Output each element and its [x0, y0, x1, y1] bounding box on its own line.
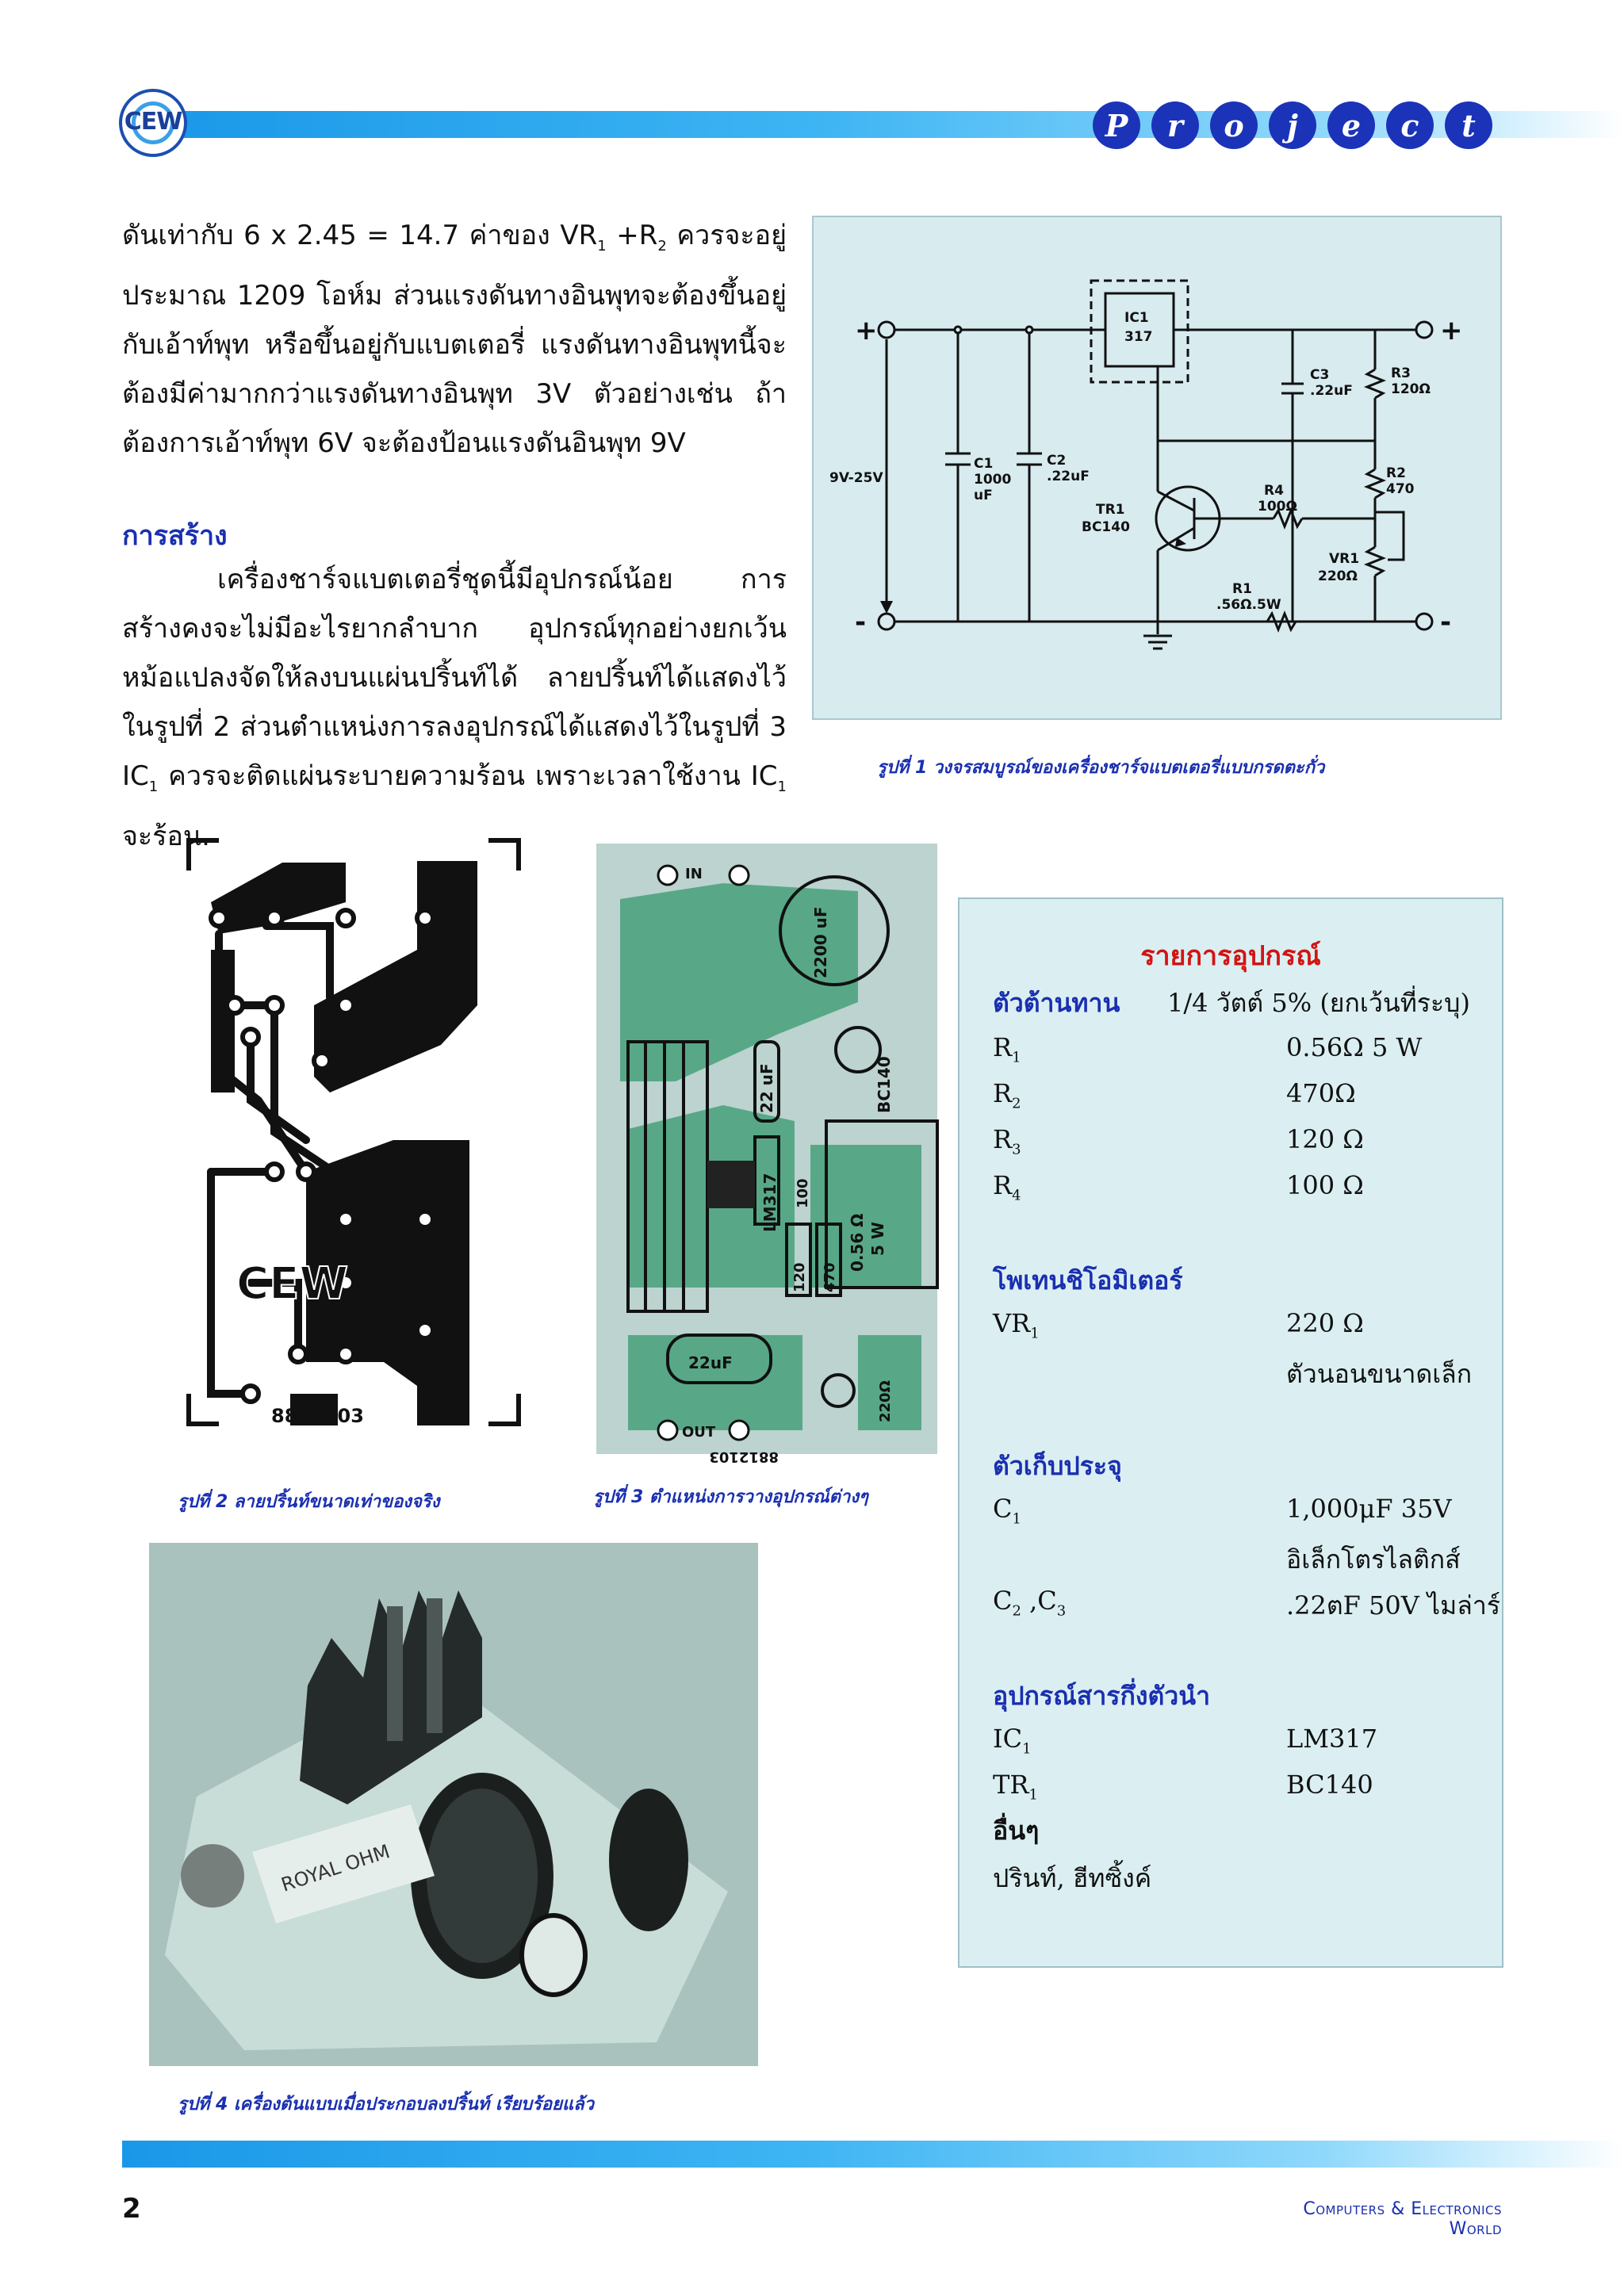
c1-label: C1	[974, 456, 994, 472]
resistor-name: $R_2$	[993, 1078, 1021, 1112]
r3-label: R3	[1391, 365, 1411, 381]
semiconductor-heading: อุปกรณ์สารกึ่งตัวนำ	[993, 1681, 1211, 1711]
output-minus-label: -	[1440, 607, 1452, 638]
body-paragraph-1: ดันเท่ากับ 6 x 2.45 = 14.7 ค่าของ $VR_1 +R_2$ ควรจะอยู่ประมาณ 1209 โอห์ม ส่วนแรงดันทางอินพุทจะต้องขึ้นอยู่กับเอ้าท์พุท หรือขึ้นอยู่กับแบตเตอรี่ แรงดันทางอินพุทนี้จะต้องมีค่ามากกว่าแรงดันทางอินพุท 3V ตัวอย่างเช่น ถ้าต้องการเอ้าท์พุท 6V จะต้องป้อนแรงดันอินพุท 9V	[122, 220, 787, 459]
footer-bar	[122, 2141, 1624, 2168]
parts-list-title: รายการอุปกรณ์	[1140, 940, 1321, 972]
c2-label: C2	[1047, 453, 1067, 469]
semiconductor-value: BC140	[1286, 1770, 1373, 1800]
resistor-name: $R_3$	[993, 1124, 1021, 1158]
parts-list-panel	[958, 897, 1503, 1968]
figure-1-schematic	[812, 216, 1502, 720]
input-voltage-label: 9V-25V	[829, 470, 883, 486]
other-items: ปรินท์, ฮีทซิ้งค์	[993, 1863, 1152, 1893]
figure-4-caption: รูปที่ 4 เครื่องต้นแบบเมื่อประกอบลงปริ้นท์ เรียบร้อยแล้ว	[178, 2095, 595, 2114]
c1-unit: uF	[974, 488, 993, 503]
figure-4-photo	[149, 1543, 758, 2066]
semiconductor-name: $TR_1$	[993, 1770, 1038, 1804]
semiconductor-name: $IC_1$	[993, 1724, 1032, 1758]
r2-value: 470	[1386, 481, 1415, 497]
pcb-brand-text: CEW	[236, 1258, 349, 1310]
capacitor-note: อิเล็กโตรไลติกส์	[1286, 1544, 1461, 1575]
resistor-value: 470Ω	[1286, 1078, 1356, 1108]
overlay-r470: 470	[822, 1262, 838, 1292]
potentiometer-name: $VR_1$	[993, 1308, 1040, 1342]
capacitor-value: 1,000μF 35V	[1286, 1494, 1452, 1524]
c3-label: C3	[1310, 367, 1330, 383]
vr1-value: 220Ω	[1318, 568, 1358, 584]
r2-label: R2	[1386, 465, 1406, 481]
resistor-value: 120 Ω	[1286, 1124, 1364, 1154]
tr1-label: TR1	[1096, 502, 1125, 518]
overlay-r100: 100	[795, 1178, 811, 1208]
output-plus-label: +	[1440, 315, 1463, 346]
section-title-project	[1093, 101, 1505, 154]
figure-2-pcb-layout	[187, 839, 520, 1454]
capacitor-value: .22ตF 50V ไมล่าร์	[1286, 1590, 1500, 1621]
photo-resistor-label: ROYAL OHM	[278, 1840, 393, 1896]
overlay-c-22uf: 22 uF	[757, 1063, 776, 1113]
tr1-value: BC140	[1082, 519, 1130, 535]
overlay-r120: 120	[791, 1262, 808, 1292]
prototype-photo-illustration	[149, 1543, 758, 2066]
ic1-value: 317	[1124, 329, 1153, 345]
resistor-name: $R_1$	[993, 1032, 1021, 1066]
overlay-out-label: OUT	[682, 1424, 716, 1441]
potentiometer-value: 220 Ω	[1286, 1308, 1364, 1338]
overlay-board-number: 8812103	[709, 1448, 779, 1465]
overlay-r220: 220Ω	[877, 1380, 894, 1422]
overlay-lm317: LM317	[760, 1173, 779, 1232]
c1-value: 1000	[974, 472, 1012, 488]
capacitor-name: $C_2$ $,C_3$	[993, 1586, 1067, 1620]
resistor-value: 0.56Ω 5 W	[1286, 1032, 1423, 1062]
c2-value: .22uF	[1047, 469, 1090, 484]
overlay-bc140: BC140	[875, 1056, 894, 1113]
ic1-label: IC1	[1124, 310, 1149, 326]
resistor-value: 100 Ω	[1286, 1170, 1364, 1200]
r1-label: R1	[1232, 581, 1252, 597]
input-plus-label: +	[855, 315, 878, 346]
section-letter: P	[1093, 101, 1140, 149]
r1-value: .56Ω.5W	[1216, 597, 1281, 613]
page-number: 2	[122, 2193, 141, 2225]
section-letter: r	[1151, 101, 1199, 149]
vr1-label: VR1	[1329, 551, 1360, 567]
section-letter: t	[1445, 101, 1492, 149]
pcb-board-number: 8812103	[271, 1405, 364, 1427]
overlay-r056: 0.56 Ω	[848, 1213, 867, 1272]
r3-value: 120Ω	[1391, 381, 1431, 397]
overlay-c-2200: 2200 uF	[811, 906, 830, 978]
potentiometer-note: ตัวนอนขนาดเล็ก	[1286, 1359, 1473, 1389]
semiconductor-value: LM317	[1286, 1724, 1378, 1754]
section-letter: o	[1210, 101, 1258, 149]
overlay-in-label: IN	[685, 866, 703, 882]
resistor-name: $R_4$	[993, 1170, 1021, 1204]
resistor-heading: ตัวต้านทาน	[993, 988, 1120, 1018]
figure-1-caption: รูปที่ 1 วงจรสมบูรณ์ของเครื่องชาร์จแบตเตอรี่แบบกรดตะกั่ว	[877, 758, 1325, 778]
figure-2-caption: รูปที่ 2 ลายปริ้นท์ขนาดเท่าของจริง	[178, 1492, 440, 1512]
input-minus-label: -	[855, 607, 867, 638]
magazine-name: Computers & Electronics World	[1303, 2199, 1502, 2239]
figure-3-component-overlay	[596, 844, 937, 1465]
other-heading: อื่นๆ	[993, 1816, 1040, 1846]
overlay-c-22uf-b: 22uF	[688, 1353, 733, 1372]
section-letter: c	[1386, 101, 1434, 149]
logo-text: CEW	[124, 108, 182, 136]
section-letter: e	[1327, 101, 1375, 149]
overlay-r5w: 5 W	[868, 1222, 887, 1256]
capacitor-name: $C_1$	[993, 1494, 1021, 1528]
body-paragraph-2: เครื่องชาร์จแบตเตอรี่ชุดนี้มีอุปกรณ์น้อย การสร้างคงจะไม่มีอะไรยากลำบาก อุปกรณ์ทุกอย่างยกเว้นหม้อแปลงจัดให้ลงบนแผ่นปริ้นท์ได้ ลายปริ้นท์ได้แสดงไว้ในรูปที่ 2 ส่วนตำแหน่งการลงอุปกรณ์ได้แสดงไว้ในรูปที่ 3 $IC_1$ ควรจะติดแผ่นระบายความร้อน เพราะเวลาใช้งาน $IC_1$ จะร้อน.	[122, 564, 787, 852]
figure-3-caption: รูปที่ 3 ตำแหน่งการวางอุปกรณ์ต่างๆ	[593, 1487, 868, 1507]
potentiometer-heading: โพเทนชิโอมิเตอร์	[993, 1265, 1183, 1295]
section-heading-construction: การสร้าง	[122, 520, 228, 552]
r4-value: 100Ω	[1258, 499, 1297, 515]
r4-label: R4	[1264, 483, 1284, 499]
section-letter: j	[1269, 101, 1316, 149]
resistor-spec: 1/4 วัตต์ 5% (ยกเว้นที่ระบุ)	[1167, 988, 1470, 1018]
schematic-diagram	[814, 217, 1503, 721]
c3-value: .22uF	[1310, 383, 1353, 399]
capacitor-heading: ตัวเก็บประจุ	[993, 1451, 1122, 1481]
